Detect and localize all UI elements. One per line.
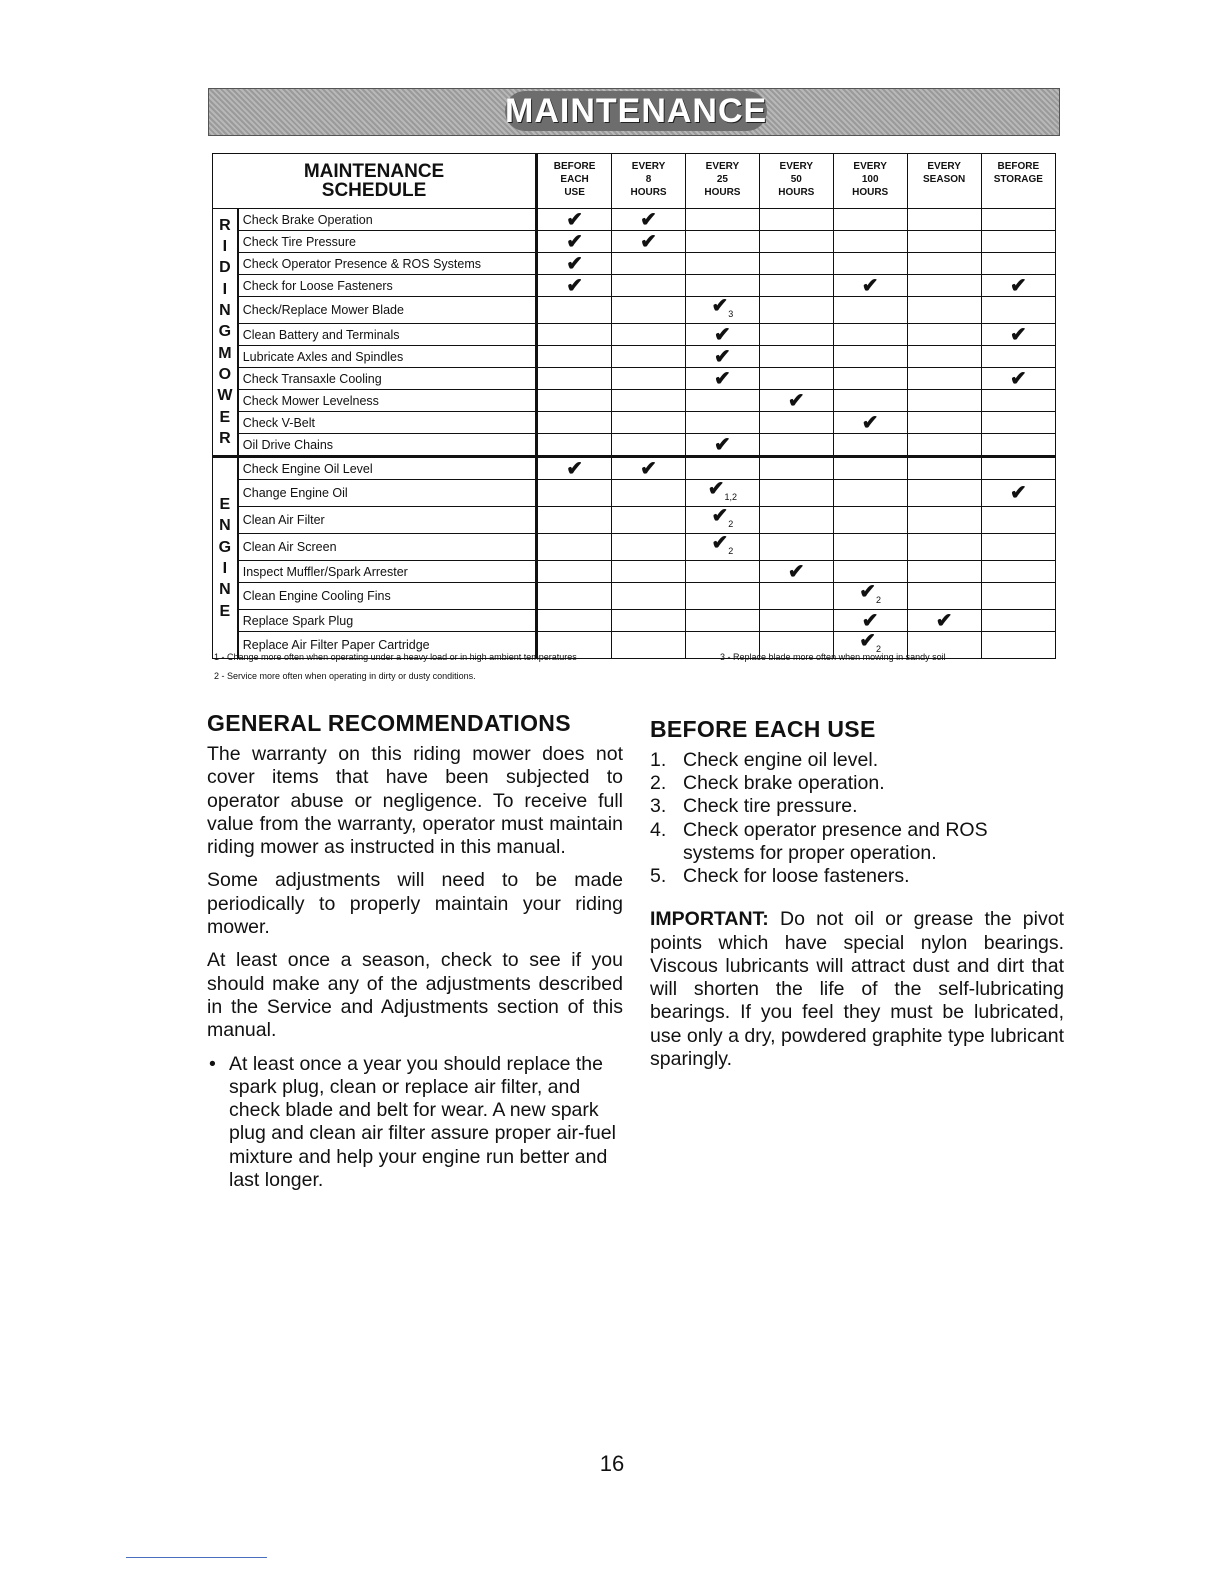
- interval-cell: [685, 324, 759, 346]
- interval-cell: [612, 231, 686, 253]
- interval-cell: [833, 297, 907, 324]
- interval-cell: [537, 231, 612, 253]
- interval-cell: [537, 209, 612, 231]
- interval-cell: [612, 297, 686, 324]
- interval-cell: [685, 412, 759, 434]
- interval-cell: [759, 368, 833, 390]
- check-mark-icon: ✔: [935, 609, 953, 632]
- interval-cell: [612, 583, 686, 610]
- check-mark-icon: ✔: [1009, 367, 1027, 390]
- task-cell: Check Transaxle Cooling: [238, 368, 537, 390]
- interval-cell: [685, 209, 759, 231]
- interval-cell: [907, 209, 981, 231]
- interval-cell: [685, 368, 759, 390]
- interval-cell: [907, 275, 981, 297]
- table-row: [213, 324, 1056, 346]
- important-text: Do not oil or grease the pivot points which have special nylon bearings. Viscous lubricants will attract dust and dirt that will shorten the life of the self-lubricating bearings. If you feel they must be lubricated, use only a dry, powdered graphite type lubricant sparingly.: [650, 908, 1064, 1070]
- schedule-title-line2: SCHEDULE: [321, 180, 427, 201]
- check-mark-icon: ✔: [640, 208, 657, 231]
- interval-cell: [759, 534, 833, 561]
- interval-cell: [685, 346, 759, 368]
- task-cell: Oil Drive Chains: [238, 434, 537, 457]
- interval-cell: [612, 610, 686, 632]
- interval-cell: [981, 480, 1055, 507]
- important-label: IMPORTANT:: [650, 908, 769, 931]
- interval-cell: [833, 390, 907, 412]
- task-cell: Check for Loose Fasteners: [238, 275, 537, 297]
- step-item: 5. Check for loose fasteners.: [650, 865, 910, 888]
- interval-cell: [907, 434, 981, 457]
- interval-cell: [537, 253, 612, 275]
- paragraph: Some adjustments will need to be made periodically to properly maintain your riding mower.: [207, 869, 623, 939]
- interval-cell: [833, 346, 907, 368]
- vertical-letter: N: [219, 517, 231, 535]
- interval-cell: [907, 231, 981, 253]
- interval-cell: [759, 346, 833, 368]
- interval-cell: [612, 209, 686, 231]
- footnote-ref: 3: [728, 309, 734, 319]
- column-header: BEFORE STORAGE: [981, 154, 1055, 209]
- check-mark-icon: ✔: [714, 323, 731, 346]
- before-each-use-section: [650, 716, 1064, 1081]
- task-cell: Replace Air Filter Paper Cartridge: [238, 632, 537, 659]
- interval-cell: [759, 275, 833, 297]
- interval-cell: [981, 209, 1055, 231]
- vertical-letter: W: [217, 387, 233, 405]
- interval-cell: [685, 610, 759, 632]
- interval-cell: [907, 583, 981, 610]
- interval-cell: [612, 561, 686, 583]
- check-mark-icon: ✔: [711, 295, 729, 317]
- interval-cell: [907, 507, 981, 534]
- vertical-letter: E: [219, 496, 231, 514]
- interval-cell: [907, 368, 981, 390]
- interval-cell: [981, 507, 1055, 534]
- interval-cell: [537, 534, 612, 561]
- footnote-ref: 2: [728, 519, 734, 529]
- footnote-1: 1 - Change more often when operating under a heavy load or in high ambient temperatures: [214, 652, 577, 662]
- interval-cell: [907, 390, 981, 412]
- interval-cell: [833, 583, 907, 610]
- footnote-2: 2 - Service more often when operating in dirty or dusty conditions.: [214, 671, 476, 681]
- interval-cell: [833, 412, 907, 434]
- step-item: 4. Check operator presence and ROS systems for proper operation.: [650, 818, 988, 864]
- vertical-letter: I: [222, 560, 228, 577]
- check-mark-icon: ✔: [787, 389, 805, 412]
- interval-cell: [759, 209, 833, 231]
- interval-cell: [907, 412, 981, 434]
- interval-cell: [759, 457, 833, 480]
- check-mark-icon: ✔: [711, 505, 729, 527]
- bullet-item: • At least once a year you should replace the spark plug, clean or replace air filter, and check blade and belt for wear. A new spark plug and clean air filter assure proper air-fuel mixture and help your engine run better and last longer.: [207, 1053, 623, 1193]
- check-mark-icon: ✔: [640, 230, 657, 253]
- table-row: [213, 253, 1056, 275]
- interval-cell: [907, 297, 981, 324]
- table-row: [213, 346, 1056, 368]
- table-row: [213, 275, 1056, 297]
- interval-cell: [537, 368, 612, 390]
- interval-cell: [907, 324, 981, 346]
- task-cell: Inspect Muffler/Spark Arrester: [238, 561, 537, 583]
- interval-cell: [537, 507, 612, 534]
- column-header: EVERY 50 HOURS: [759, 154, 833, 209]
- check-mark-icon: ✔: [861, 609, 879, 632]
- before-each-use-heading: BEFORE EACH USE: [650, 716, 876, 742]
- page-title: MAINTENANCE: [505, 92, 768, 130]
- schedule-title-line1: MAINTENANCE: [303, 161, 445, 182]
- column-header: BEFORE EACH USE: [537, 154, 612, 209]
- interval-cell: [685, 390, 759, 412]
- check-mark-icon: ✔: [861, 411, 879, 434]
- table-row: [213, 457, 1056, 480]
- interval-cell: [981, 561, 1055, 583]
- interval-cell: [685, 507, 759, 534]
- interval-cell: [759, 390, 833, 412]
- interval-cell: [759, 610, 833, 632]
- interval-cell: [981, 297, 1055, 324]
- task-cell: Check Tire Pressure: [238, 231, 537, 253]
- interval-cell: [981, 457, 1055, 480]
- interval-cell: [833, 561, 907, 583]
- vertical-letter: N: [219, 302, 231, 320]
- interval-cell: [833, 253, 907, 275]
- vertical-letter: R: [219, 216, 231, 234]
- interval-cell: [981, 632, 1055, 659]
- interval-cell: [685, 561, 759, 583]
- maintenance-schedule-table: [212, 153, 1056, 659]
- general-recommendations-heading: GENERAL RECOMMENDATIONS: [207, 710, 571, 736]
- task-cell: Lubricate Axles and Spindles: [238, 346, 537, 368]
- check-mark-icon: ✔: [1009, 274, 1027, 297]
- table-row: [213, 390, 1056, 412]
- interval-cell: [685, 231, 759, 253]
- vertical-letter: R: [219, 429, 231, 447]
- table-row: [213, 583, 1056, 610]
- interval-cell: [833, 534, 907, 561]
- step-item: 3. Check tire pressure.: [650, 795, 858, 818]
- interval-cell: [981, 583, 1055, 610]
- interval-cell: [537, 275, 612, 297]
- table-row: [213, 297, 1056, 324]
- interval-cell: [981, 253, 1055, 275]
- interval-cell: [833, 275, 907, 297]
- interval-cell: [685, 480, 759, 507]
- check-mark-icon: ✔: [707, 478, 725, 500]
- task-cell: Check V-Belt: [238, 412, 537, 434]
- vertical-letter: D: [219, 259, 231, 277]
- footnote-3: 3 - Replace blade more often when mowing in sandy soil: [720, 652, 946, 662]
- interval-cell: [685, 457, 759, 480]
- table-row: [213, 209, 1056, 231]
- task-cell: Change Engine Oil: [238, 480, 537, 507]
- interval-cell: [537, 561, 612, 583]
- interval-cell: [537, 412, 612, 434]
- check-mark-icon: ✔: [859, 581, 877, 603]
- interval-cell: [907, 346, 981, 368]
- interval-cell: [907, 561, 981, 583]
- vertical-letter: E: [219, 408, 231, 426]
- interval-cell: [907, 610, 981, 632]
- table-row: [213, 507, 1056, 534]
- group-vertical-label: [213, 209, 238, 457]
- table-row: [213, 534, 1056, 561]
- column-header: EVERY 8 HOURS: [612, 154, 686, 209]
- interval-cell: [981, 231, 1055, 253]
- check-mark-icon: ✔: [787, 560, 805, 583]
- task-cell: Check Operator Presence & ROS Systems: [238, 253, 537, 275]
- page-number: 16: [599, 1451, 625, 1476]
- interval-cell: [981, 534, 1055, 561]
- interval-cell: [759, 583, 833, 610]
- interval-cell: [833, 480, 907, 507]
- check-mark-icon: ✔: [566, 457, 583, 480]
- interval-cell: [981, 412, 1055, 434]
- interval-cell: [612, 632, 686, 659]
- interval-cell: [612, 480, 686, 507]
- task-cell: Clean Engine Cooling Fins: [238, 583, 537, 610]
- interval-cell: [685, 434, 759, 457]
- interval-cell: [612, 412, 686, 434]
- interval-cell: [612, 275, 686, 297]
- table-row: [213, 434, 1056, 457]
- task-cell: Clean Air Screen: [238, 534, 537, 561]
- footnote-ref: 1,2: [724, 492, 738, 502]
- interval-cell: [612, 324, 686, 346]
- task-cell: Check Mower Levelness: [238, 390, 537, 412]
- task-cell: Clean Battery and Terminals: [238, 324, 537, 346]
- task-cell: Replace Spark Plug: [238, 610, 537, 632]
- vertical-letter: G: [218, 538, 232, 556]
- interval-cell: [612, 507, 686, 534]
- footnote-ref: 2: [728, 546, 734, 556]
- interval-cell: [833, 231, 907, 253]
- interval-cell: [537, 324, 612, 346]
- interval-cell: [833, 368, 907, 390]
- interval-cell: [537, 297, 612, 324]
- interval-cell: [759, 480, 833, 507]
- check-mark-icon: ✔: [640, 457, 657, 480]
- footnote-ref: 2: [876, 595, 882, 605]
- interval-cell: [833, 610, 907, 632]
- check-mark-icon: ✔: [711, 532, 729, 554]
- interval-cell: [833, 209, 907, 231]
- interval-cell: [833, 324, 907, 346]
- interval-cell: [981, 434, 1055, 457]
- paragraph: At least once a season, check to see if you should make any of the adjustments described in the Service and Adjustments section of this manual.: [207, 949, 623, 1042]
- interval-cell: [537, 346, 612, 368]
- interval-cell: [685, 534, 759, 561]
- interval-cell: [759, 507, 833, 534]
- interval-cell: [981, 324, 1055, 346]
- interval-cell: [907, 457, 981, 480]
- vertical-letter: E: [219, 602, 231, 620]
- interval-cell: [907, 253, 981, 275]
- vertical-letter: O: [218, 365, 232, 383]
- check-mark-icon: ✔: [1009, 482, 1027, 504]
- interval-cell: [759, 297, 833, 324]
- interval-cell: [833, 507, 907, 534]
- vertical-letter: M: [218, 344, 232, 362]
- paragraph: The warranty on this riding mower does not cover items that have been subjected to operator abuse or negligence. To receive full value from the warranty, operator must maintain riding mower as instructed in this manual.: [207, 743, 623, 859]
- interval-cell: [537, 457, 612, 480]
- interval-cell: [981, 610, 1055, 632]
- interval-cell: [759, 253, 833, 275]
- interval-cell: [537, 610, 612, 632]
- vertical-letter: I: [222, 238, 228, 256]
- interval-cell: [612, 390, 686, 412]
- bullet-list: [207, 1053, 623, 1193]
- interval-cell: [907, 534, 981, 561]
- interval-cell: [612, 346, 686, 368]
- footnote-ref: 2: [876, 644, 882, 654]
- interval-cell: [685, 275, 759, 297]
- interval-cell: [759, 561, 833, 583]
- interval-cell: [907, 480, 981, 507]
- vertical-letter: G: [218, 323, 232, 341]
- interval-cell: [612, 368, 686, 390]
- interval-cell: [981, 275, 1055, 297]
- check-mark-icon: ✔: [714, 345, 731, 368]
- check-mark-icon: ✔: [566, 230, 583, 253]
- interval-cell: [612, 253, 686, 275]
- table-row: [213, 480, 1056, 507]
- table-row: [213, 561, 1056, 583]
- vertical-letter: I: [222, 280, 228, 298]
- interval-cell: [537, 480, 612, 507]
- task-cell: Check Brake Operation: [238, 209, 537, 231]
- important-note: [650, 908, 1064, 1071]
- check-mark-icon: ✔: [1009, 323, 1027, 346]
- schedule-header-row: [213, 154, 1056, 209]
- interval-cell: [759, 412, 833, 434]
- check-mark-icon: ✔: [861, 274, 879, 297]
- vertical-letter: N: [219, 581, 231, 599]
- column-header: EVERY 25 HOURS: [685, 154, 759, 209]
- table-row: [213, 610, 1056, 632]
- table-row: [213, 368, 1056, 390]
- interval-cell: [833, 434, 907, 457]
- schedule-body: [213, 209, 1056, 659]
- interval-cell: [759, 324, 833, 346]
- column-header: EVERY 100 HOURS: [833, 154, 907, 209]
- interval-cell: [833, 457, 907, 480]
- interval-cell: [612, 434, 686, 457]
- check-mark-icon: ✔: [714, 367, 731, 390]
- schedule-title: [213, 154, 537, 209]
- general-recommendations-section: [207, 710, 623, 1192]
- steps-list: [650, 749, 1064, 888]
- task-cell: Check/Replace Mower Blade: [238, 297, 537, 324]
- check-mark-icon: ✔: [566, 208, 583, 231]
- step-item: 1. Check engine oil level.: [650, 749, 879, 771]
- interval-cell: [759, 231, 833, 253]
- interval-cell: [981, 390, 1055, 412]
- check-mark-icon: ✔: [859, 630, 877, 652]
- table-row: [213, 412, 1056, 434]
- interval-cell: [981, 346, 1055, 368]
- task-cell: Clean Air Filter: [238, 507, 537, 534]
- group-vertical-label: [213, 457, 238, 659]
- interval-cell: [612, 534, 686, 561]
- interval-cell: [759, 434, 833, 457]
- table-row: [213, 231, 1056, 253]
- footer-rule: [126, 1557, 267, 1558]
- check-mark-icon: ✔: [714, 433, 731, 456]
- step-item: 2. Check brake operation.: [650, 772, 885, 795]
- interval-cell: [537, 390, 612, 412]
- interval-cell: [612, 457, 686, 480]
- column-header: EVERY SEASON: [907, 154, 981, 209]
- interval-cell: [685, 253, 759, 275]
- interval-cell: [537, 583, 612, 610]
- interval-cell: [685, 297, 759, 324]
- task-cell: Check Engine Oil Level: [238, 457, 537, 480]
- interval-cell: [537, 434, 612, 457]
- interval-cell: [685, 583, 759, 610]
- check-mark-icon: ✔: [566, 274, 583, 297]
- interval-cell: [981, 368, 1055, 390]
- check-mark-icon: ✔: [566, 252, 583, 275]
